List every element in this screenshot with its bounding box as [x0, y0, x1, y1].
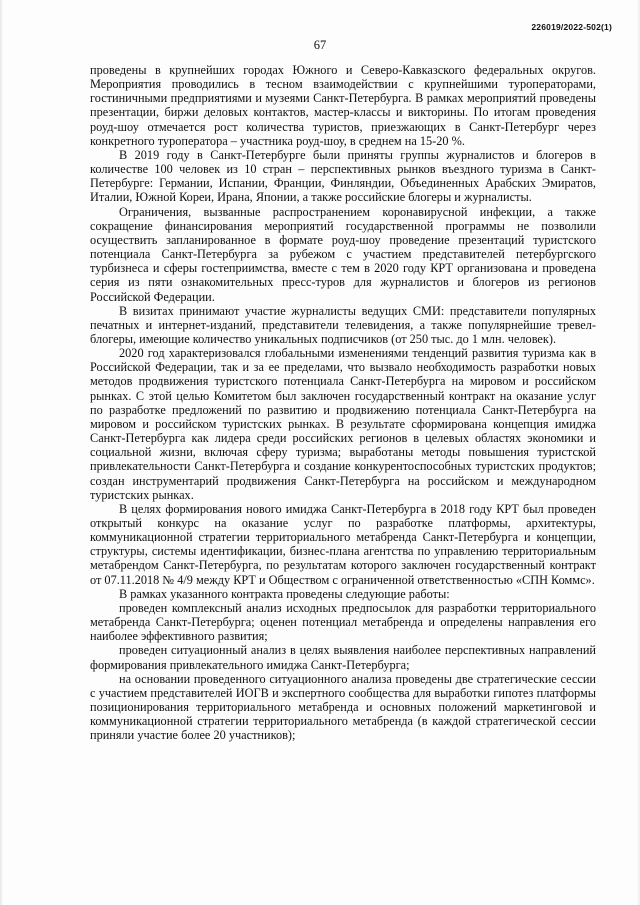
- paragraph: 2020 год характеризовался глобальными изменениями тенденций развития туризма как в Российской Федерации, так и за ее пределами, что вызвало необходимость разработки новых методов продвижения туристского потенциала Санкт-Петербурга на мировом и российском рынках. С этой целью Комитетом был заключен государственный контракт на оказание услуг по разработке предложений по развитию и продвижению потенциала Санкт-Петербурга на мировом и российском туристских рынках. В результате сформирована концепция имиджа Санкт-Петербурга как лидера среди российских регионов в целевых областях экономики и социальной жизни, включая сферу туризма; выработаны методы повышения туристской привлекательности Санкт-Петербурга и создание конкурентоспособных туристских продуктов; создан инструментарий продвижения Санкт-Петербурга на российском и международном туристских рынках.: [90, 346, 596, 502]
- page-number: 67: [313, 38, 327, 52]
- scan-edge: [0, 0, 3, 905]
- document-body: [90, 63, 596, 743]
- document-id: 226019/2022-502(1): [531, 22, 612, 32]
- list-item: проведен комплексный анализ исходных предпосылок для разработки территориального метабренда Санкт-Петербурга; оценен потенциал метабренда и определены направления его наиболее эффективного развития;: [90, 600, 596, 644]
- paragraph: В целях формирования нового имиджа Санкт-Петербурга в 2018 году КРТ был проведен открытый конкурс на оказание услуг по разработке платформы, архитектуры, коммуникационной стратегии территориального метабренда Санкт-Петербурга и концепции, структуры, системы идентификации, бизнес-плана агентства по управлению территориальным метабрендом Санкт-Петербурга, по результатам которого заключен государственный контракт от 07.11.2018 № 4/9 между КРТ и Обществом с ограниченной ответственностью «СПН Коммс».: [90, 501, 596, 587]
- paragraph: проведены в крупнейших городах Южного и Северо-Кавказского федеральных округов. Мероприятия проводились в тесном взаимодействии с крупнейшими туроператорами, гостиничными предприятиями и музеями Санкт-Петербурга. В рамках мероприятий проведены презентации, биржи деловых контактов, мастер-классы и викторины. По итогам проведения роуд-шоу отмечается рост количества туристов, приезжающих в Санкт-Петербург через конкретного туроператора – участника роуд-шоу, в среднем на 15-20 %.: [90, 63, 596, 148]
- list-item: проведен ситуационный анализ в целях выявления наиболее перспективных направлений формирования привлекательного имиджа Санкт-Петербурга;: [90, 643, 596, 672]
- paragraph: В 2019 году в Санкт-Петербурге были приняты группы журналистов и блогеров в количестве 100 человек из 10 стран – перспективных рынков въездного туризма в Санкт-Петербурге: Германии, Испании, Франции, Финляндии, Объединенных Арабских Эмиратов, Италии, Южной Кореи, Ирана, Японии, а также российские блогеры и журналисты.: [90, 147, 596, 205]
- paragraph: В рамках указанного контракта проведены следующие работы:: [119, 586, 450, 601]
- paragraph: Ограничения, вызванные распространением коронавирусной инфекции, а также сокращение финансирования мероприятий государственной программы не позволили осуществить запланированное в формате роуд-шоу проведение презентаций туристского потенциала Санкт-Петербурга за рубежом с участием представителей петербургского турбизнеса и сферы гостеприимства, вместе с тем в 2020 году КРТ организована и проведена серия из пяти ознакомительных пресс-туров для журналистов и блогеров из регионов Российской Федерации.: [90, 204, 596, 304]
- paragraph: В визитах принимают участие журналисты ведущих СМИ: представители популярных печатных и интернет-изданий, представители телевидения, а также популярнейшие тревел-блогеры, имеющие количество уникальных подписчиков (от 250 тыс. до 1 млн. человек).: [90, 303, 596, 346]
- list-item: на основании проведенного ситуационного анализа проведены две стратегические сессии с участием представителей ИОГВ и экспертного сообщества для выработки гипотез платформы позиционирования территориального метабренда и основных положений маркетинговой и коммуникационной стратегии территориального метабренда (в каждой стратегической сессии приняли участие более 20 участников);: [90, 671, 596, 743]
